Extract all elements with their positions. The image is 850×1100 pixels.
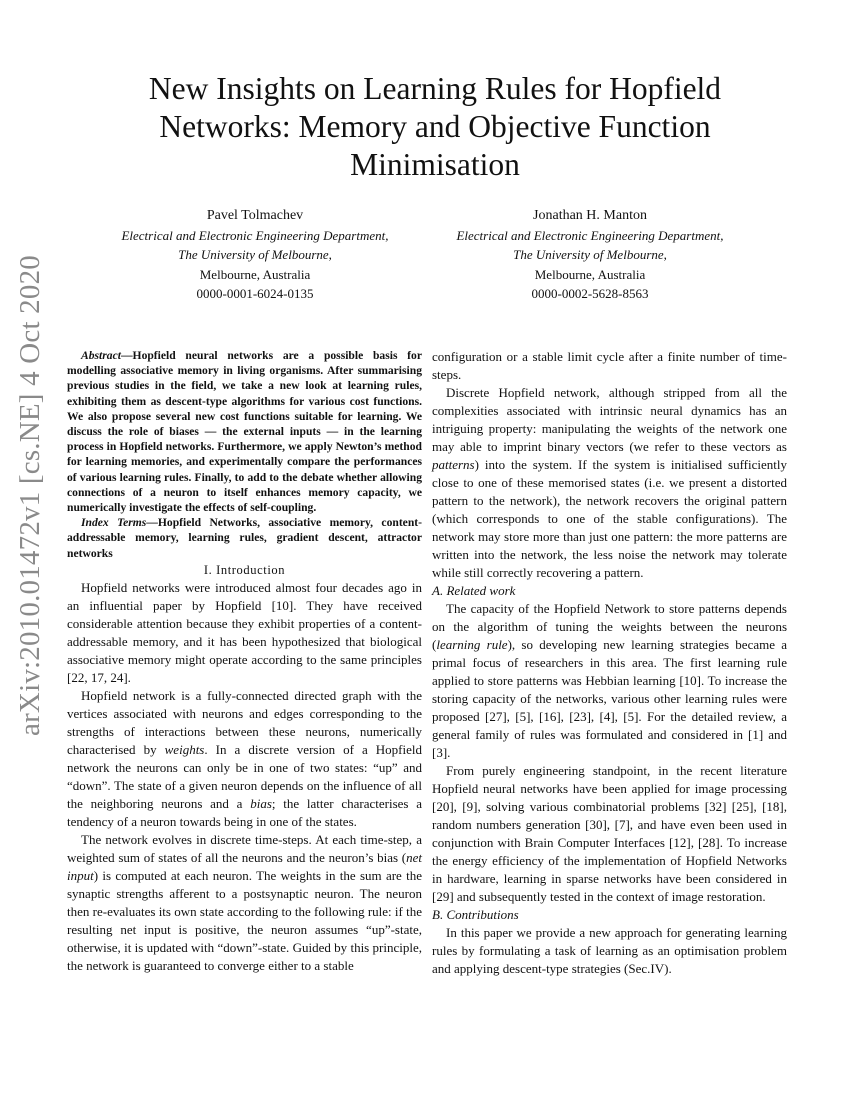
author-location: Melbourne, Australia — [199, 266, 311, 282]
section-heading-introduction — [67, 561, 422, 579]
arxiv-identifier-text: arXiv:2010.01472v1 [cs.NE] 4 Oct 2020 — [13, 254, 46, 736]
right-column — [432, 348, 787, 978]
abstract-label: Abstract — [81, 349, 121, 362]
text-run: Hopfield network is a fully-connected directed graph with the vertices associated with neurons and edges corresponding to the strengths of interactions between these neurons, numerically characterised by — [67, 687, 422, 757]
author-orcid: 0000-0002-5628-8563 — [531, 286, 649, 301]
intro-paragraph-1: Hopfield networks were introduced almost four decades ago in an influential paper by Hopfield [10]. They have received considerable attention because they exhibit properties of a content-addressable memory, and it has been hypothesized that biological associative memory might operate according to the same principles [22, 17, 24]. — [67, 579, 422, 685]
index-terms-text: —Hopfield Networks, associative memory, content-addressable memory, learning rules, gradient descent, attractor networks — [67, 516, 422, 560]
text-run: ) is computed at each neuron. The weights in the sum are the synaptic strengths afferent to a postsynaptic neuron. The neuron then re-evaluates its own state according to the following rule: if the resulting net input is positive, the neuron assumes “up”-state, otherwise, it is updated with “down”-state. Guided by this principle, the network is guaranteed to converge either to a stable — [67, 867, 422, 973]
italic-term: patterns — [432, 457, 475, 472]
text-run: ; the latter characterises a tendency of a neuron towards being in one of the states. — [67, 795, 422, 829]
index-terms-label: Index Terms — [81, 516, 147, 530]
intro-paragraph-3-continued: configuration or a stable limit cycle after a finite number of time-steps. — [432, 349, 787, 382]
abstract — [67, 348, 422, 561]
author-name: Pavel Tolmachev — [206, 208, 304, 223]
left-column — [67, 348, 422, 975]
author-block-2 — [420, 206, 760, 304]
abstract-paragraph — [67, 348, 422, 515]
author-name: Jonathan H. Manton — [533, 208, 647, 223]
italic-term: weights — [164, 741, 205, 757]
italic-term: net input — [67, 849, 422, 883]
subsection-heading-related-work: A. Related work — [432, 583, 516, 598]
italic-term: bias — [250, 795, 272, 811]
author-location: Melbourne, Australia — [534, 266, 646, 282]
text-run: The capacity of the Hopfield Network to store patterns depends on the algorithm of tuning the weights between the neurons ( — [432, 601, 787, 652]
text-run: The network evolves in discrete time-steps. At each time-step, a weighted sum of states of all the neurons and the neuron’s bias ( — [67, 831, 422, 865]
paper-title: New Insights on Learning Rules for Hopfield Networks: Memory and Objective Function Minimisation — [148, 71, 722, 182]
intro-paragraph-4 — [432, 384, 787, 582]
contributions-paragraph-1: In this paper we provide a new approach for generating learning rules by formulating a task of learning as an optimisation problem and applying descent-type strategies (Sec.IV). — [432, 925, 787, 976]
author-department: Electrical and Electronic Engineering Department, — [456, 227, 724, 243]
related-work-paragraph-1 — [432, 600, 787, 762]
author-orcid: 0000-0001-6024-0135 — [196, 286, 314, 301]
section-heading-text: I. Introduction — [203, 562, 286, 577]
text-run: ) into the system. If the system is initialised sufficiently close to one of these memorised states (i.e. we present a distorted pattern to the network), the network recovers the original pattern (which corresponds to one of the stable configurations). The network may store more than just one pattern: the more patterns are written into the network, the less noise the network may tolerate while still correctly recovering a pattern. — [432, 457, 787, 580]
intro-paragraph-2 — [67, 687, 422, 831]
author-university: The University of Melbourne, — [178, 247, 332, 262]
text-run: ), so developing new learning strategies became a primal focus of researchers in this area. The first learning rule applied to store patterns was Hebbian learning [10]. To increase the storing capacity of the networks, various other learning rules were proposed [27], [5], [16], [23], [4], [5]. For the detailed review, a general family of rules was formulated and considered in [1] and [3]. — [432, 637, 787, 760]
abstract-text: —Hopfield neural networks are a possible basis for modelling associative memory in living organisms. After summarising previous studies in the field, we take a new look at learning rules, exhibiting them as descent-type algorithms for various cost functions. We also propose several new cost functions suitable for learning. We discuss the role of biases — the external inputs — in the learning process in Hopfield networks. Furthermore, we apply Newton’s method for learning memories, and experimentally compare the performances of various learning rules. Finally, to add to the debate whether allowing connections of a neuron to itself enhances memory capacity, we numerically investigate the effects of self-coupling. — [67, 349, 422, 515]
index-terms-paragraph — [67, 515, 422, 561]
text-run: Discrete Hopfield network, although stripped from all the complexities associated with intrinsic neural dynamics has an intriguing property: manipulating the weights of the network one may able to imprint binary vectors (we refer to these vectors as — [432, 385, 787, 454]
author-department: Electrical and Electronic Engineering Department, — [121, 227, 389, 243]
subsection-heading-contributions: B. Contributions — [432, 907, 519, 922]
text-run: . In a discrete version of a Hopfield network the neurons can only be in one of two states: “up” and “down”. The state of a given neuron depends on the influence of all the neighboring neurons and a — [67, 741, 422, 811]
related-work-paragraph-2: From purely engineering standpoint, in the recent literature Hopfield neural networks have been applied for image processing [20], [9], solving various combinatorial problems [32] [25], [18], random numbers generation [30], [7], and have even been used in conjunction with Brain Computer Interfaces [12], [28]. To increase the energy efficiency of the implementation of Hopfield Networks in hardware, learning in sparse networks have been considered in [29] and subsequently tested in the context of image restoration. — [432, 763, 787, 904]
arxiv-identifier-stamp — [8, 254, 52, 736]
author-university: The University of Melbourne, — [513, 247, 667, 262]
author-block-1 — [85, 206, 425, 304]
italic-term: learning rule — [436, 637, 508, 652]
intro-paragraph-3 — [67, 831, 422, 975]
